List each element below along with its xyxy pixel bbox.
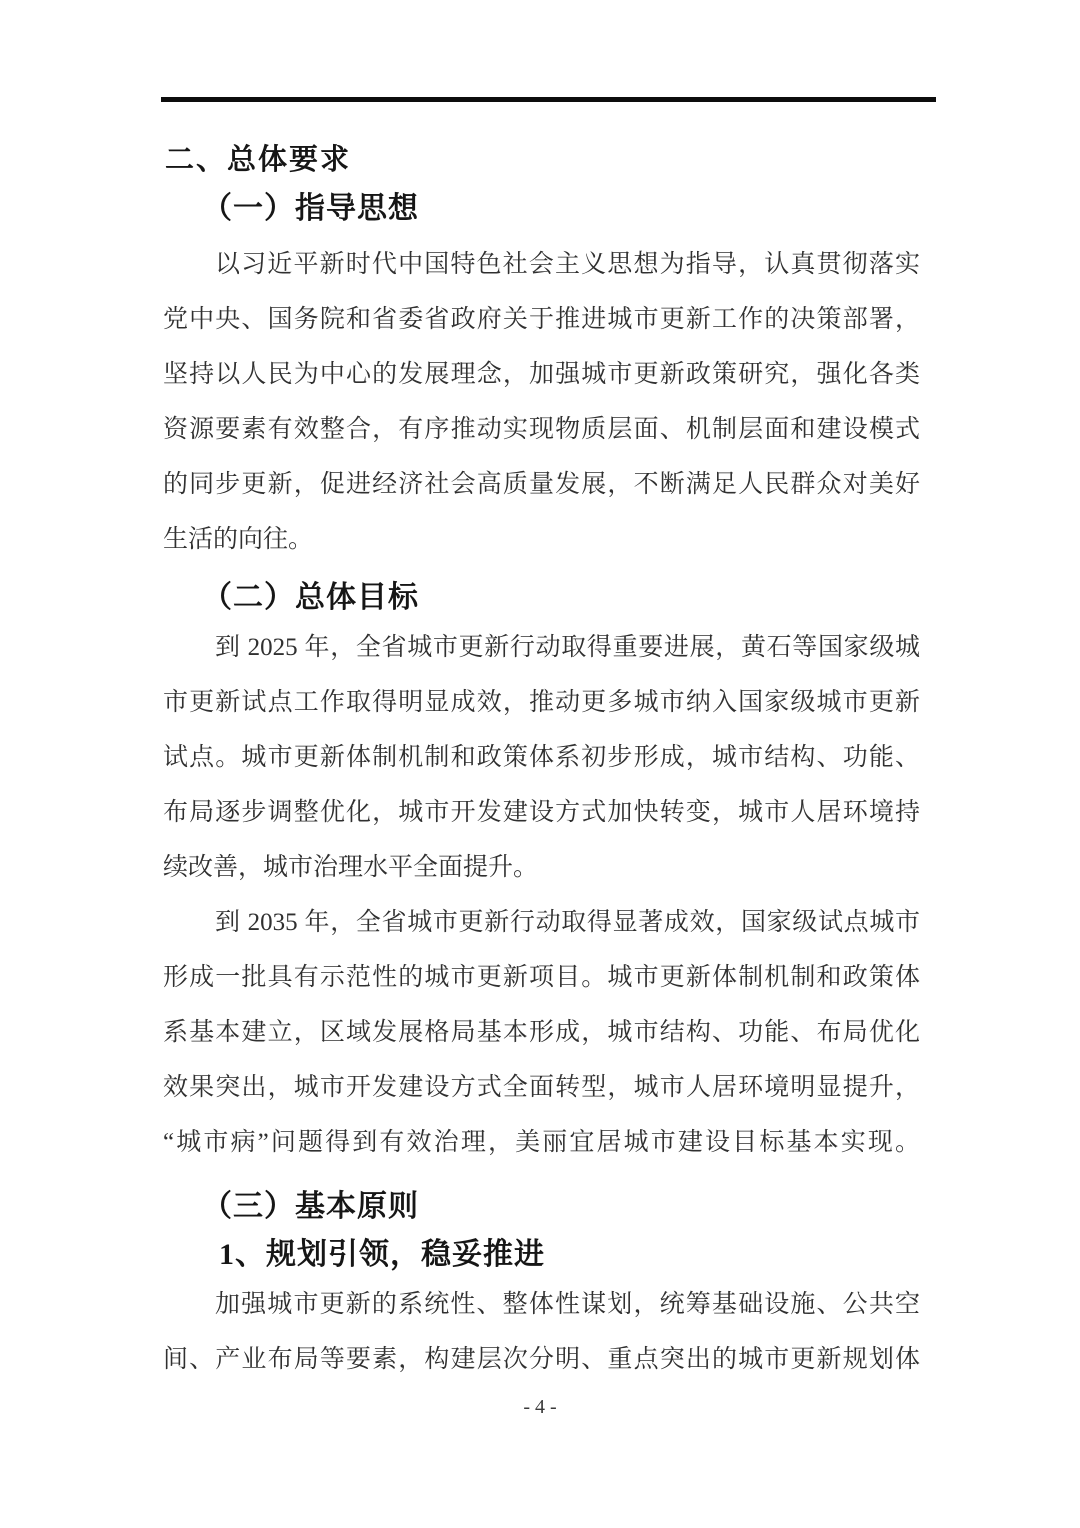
subsection-heading-guiding-ideology: （一）指导思想: [202, 192, 419, 225]
paragraph-line: 间、产业布局等要素，构建层次分明、重点突出的城市更新规划体: [163, 1346, 920, 1373]
paragraph-line: 的同步更新，促进经济社会高质量发展，不断满足人民群众对美好: [163, 471, 920, 498]
principle-1-heading: 1、规划引领，稳妥推进: [219, 1238, 545, 1271]
header-divider: [161, 97, 936, 102]
paragraph-goals-2035: [163, 895, 920, 1170]
paragraph-line: 形成一批具有示范性的城市更新项目。城市更新体制机制和政策体: [163, 964, 920, 991]
paragraph-line: 系基本建立，区域发展格局基本形成，城市结构、功能、布局优化: [163, 1019, 920, 1046]
paragraph-guiding-ideology: [163, 237, 920, 567]
paragraph-line: 布局逐步调整优化，城市开发建设方式加快转变，城市人居环境持: [163, 799, 920, 826]
paragraph-line: “城市病”问题得到有效治理，美丽宜居城市建设目标基本实现。: [163, 1129, 920, 1156]
paragraph-line: 党中央、国务院和省委省政府关于推进城市更新工作的决策部署，: [163, 306, 920, 333]
paragraph-line: 续改善，城市治理水平全面提升。: [163, 854, 539, 881]
paragraph-line: 试点。城市更新体制机制和政策体系初步形成，城市结构、功能、: [163, 744, 920, 771]
chapter-heading: 二、总体要求: [165, 144, 352, 176]
paragraph-line: 以习近平新时代中国特色社会主义思想为指导，认真贯彻落实: [215, 251, 920, 278]
paragraph-goals-2025: [163, 620, 920, 895]
paragraph-line: 加强城市更新的系统性、整体性谋划，统筹基础设施、公共空: [215, 1291, 920, 1318]
paragraph-line: 效果突出，城市开发建设方式全面转型，城市人居环境明显提升，: [163, 1074, 920, 1101]
paragraph-principle-1: [163, 1277, 920, 1387]
paragraph-line: 到 2025 年，全省城市更新行动取得重要进展，黄石等国家级城: [215, 634, 920, 661]
paragraph-line: 到 2035 年，全省城市更新行动取得显著成效，国家级试点城市: [215, 909, 920, 936]
paragraph-line: 市更新试点工作取得明显成效，推动更多城市纳入国家级城市更新: [163, 689, 920, 716]
subsection-heading-basic-principles: （三）基本原则: [202, 1190, 419, 1223]
paragraph-line: 资源要素有效整合，有序推动实现物质层面、机制层面和建设模式: [163, 416, 920, 443]
paragraph-line: 坚持以人民为中心的发展理念，加强城市更新政策研究，强化各类: [163, 361, 920, 388]
subsection-heading-overall-goals: （二）总体目标: [202, 581, 419, 614]
paragraph-line: 生活的向往。: [163, 526, 314, 553]
page-number: - 4 -: [523, 1396, 557, 1418]
